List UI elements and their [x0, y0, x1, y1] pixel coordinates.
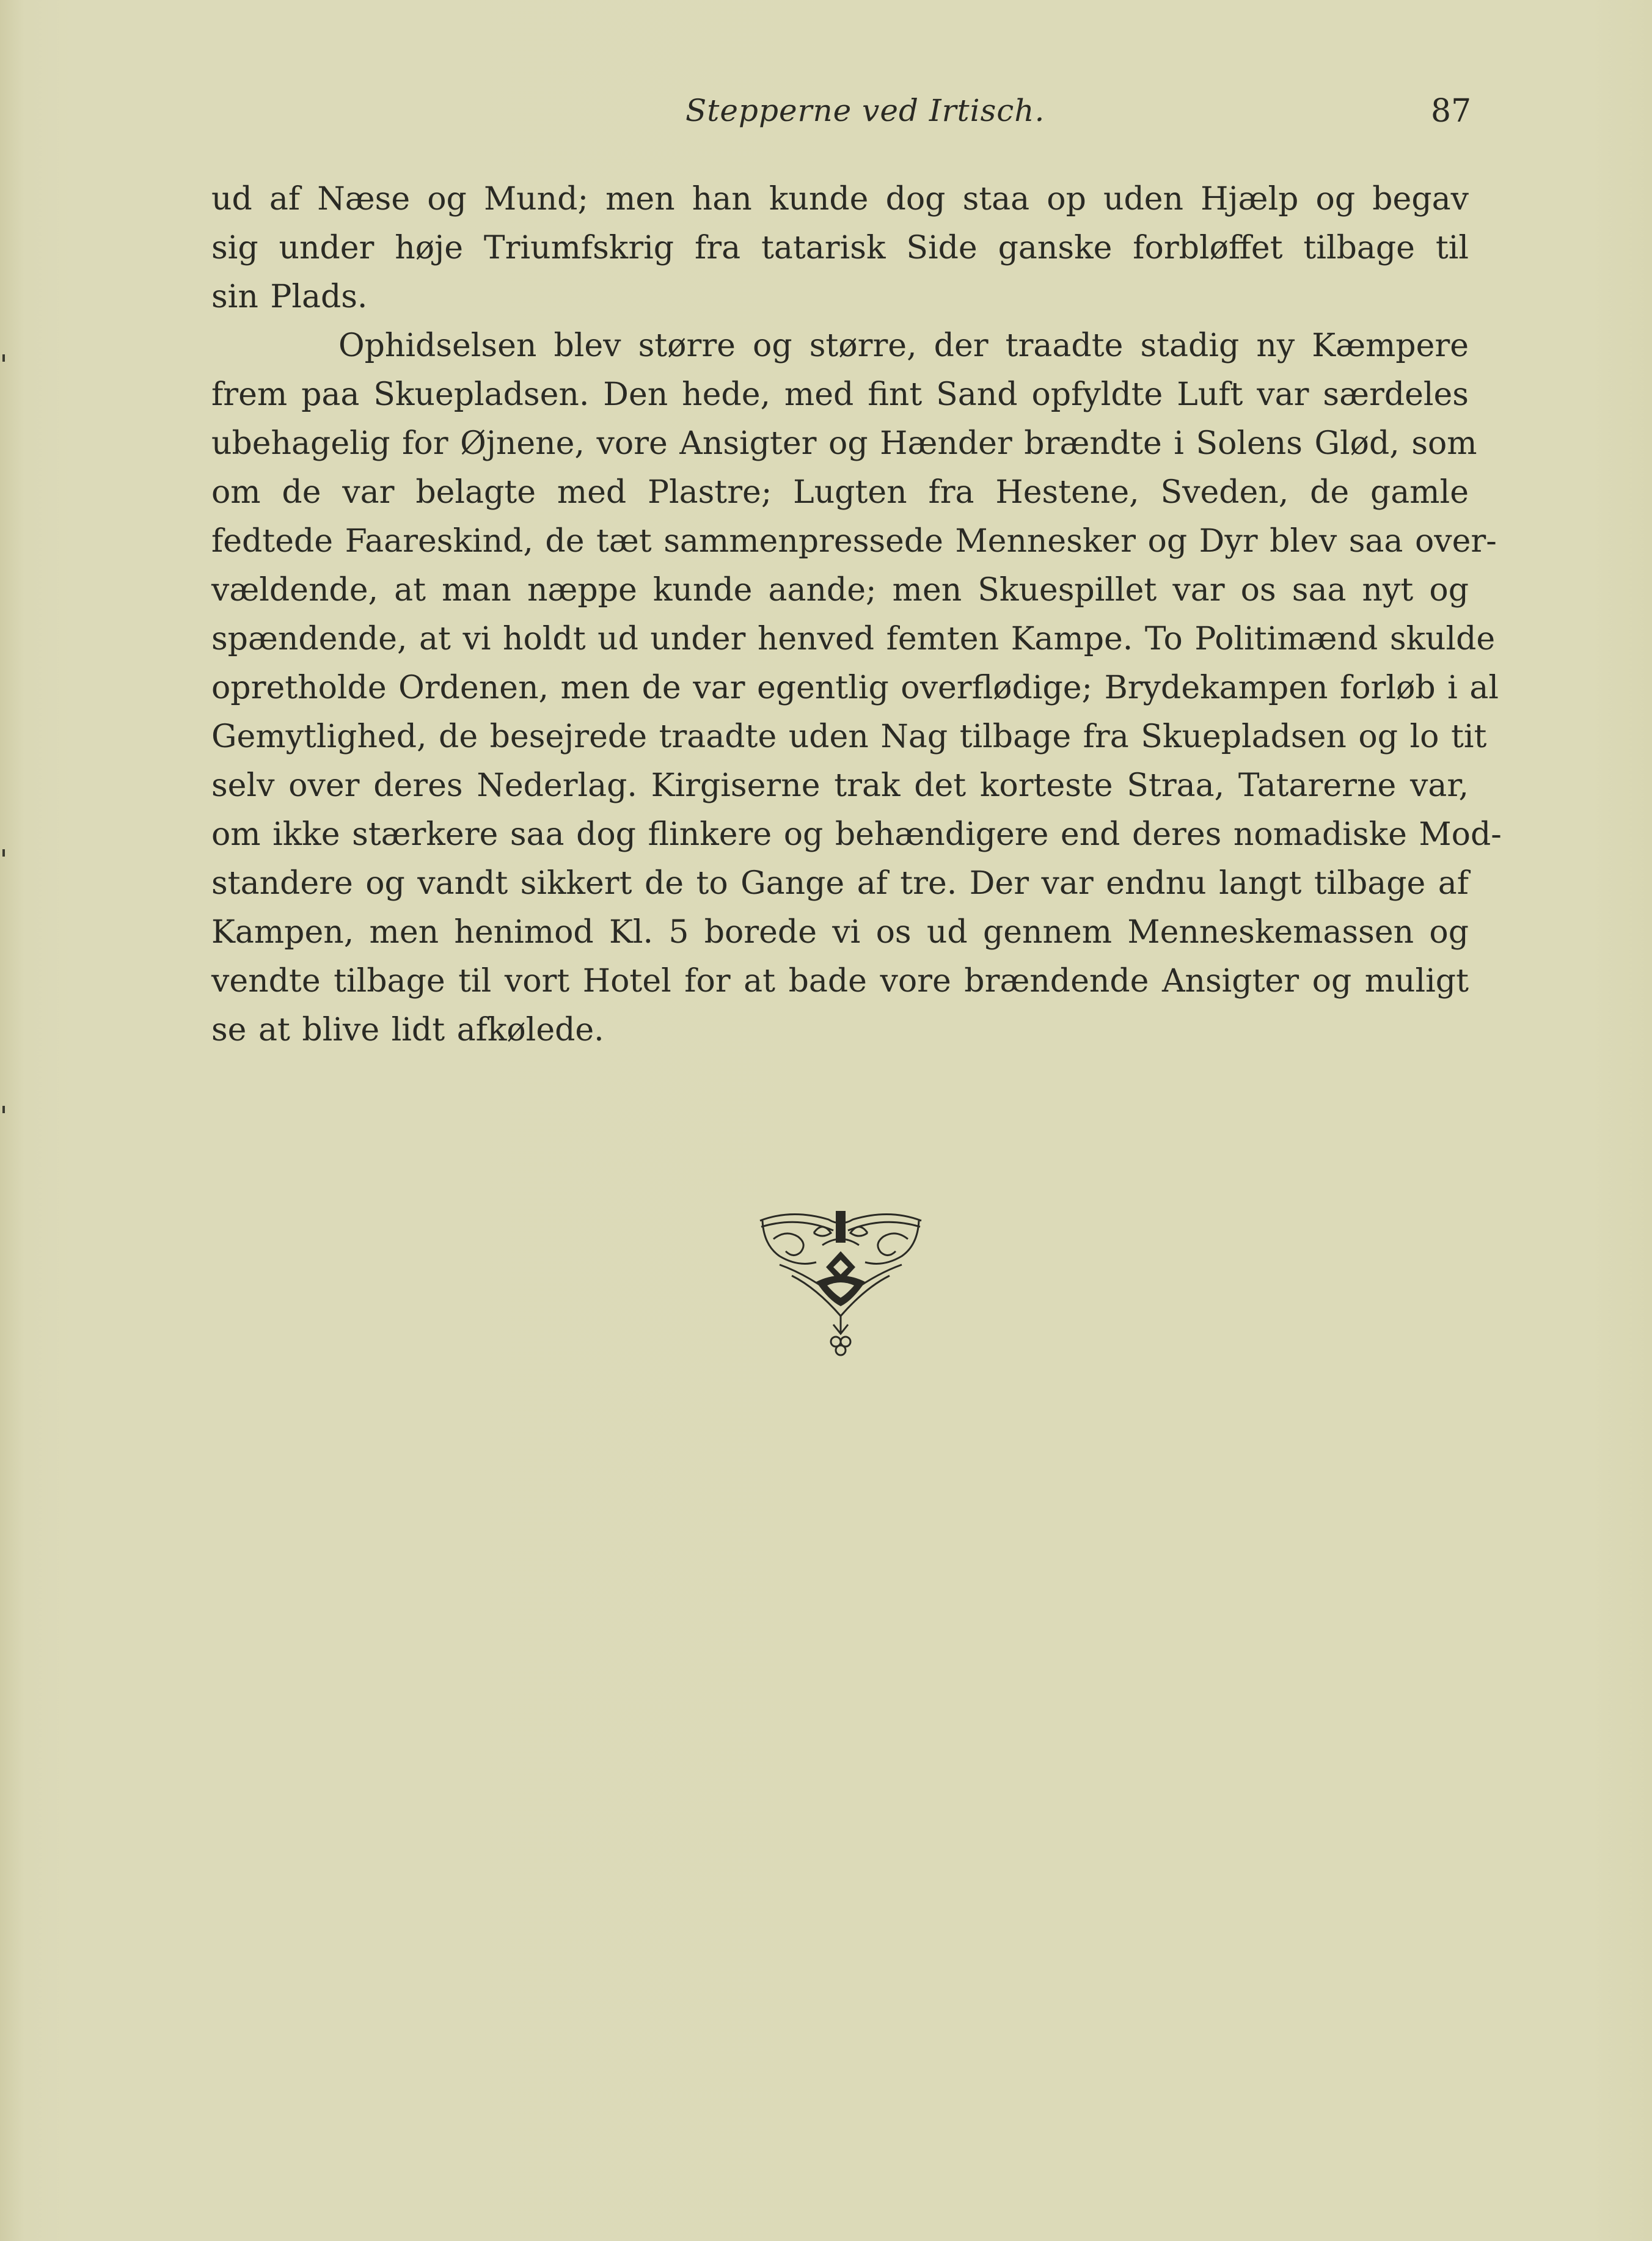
text-line: fedtede Faareskind, de tæt sammenpressede Mennesker og Dyr blev saa over- — [211, 523, 1497, 560]
text-line: spændende, at vi holdt ud under henved femten Kampe. To Politimænd skulde — [211, 621, 1496, 657]
text-line: ud af Næse og Mund; men han kunde dog staa op uden Hjælp og begav — [211, 181, 1469, 218]
text-line: sig under høje Triumfskrig fra tatarisk Side ganske forbløffet tilbage til — [211, 230, 1469, 266]
text-line: vældende, at man næppe kunde aande; men Skuespillet var os saa nyt og — [211, 572, 1469, 609]
text-line: vendte tilbage til vort Hotel for at bade vore brændende Ansigter og muligt — [211, 963, 1469, 1000]
page-edge-mark — [2, 354, 5, 362]
text-line: sin Plads. — [211, 279, 368, 315]
page-edge-mark — [2, 849, 5, 857]
text-line: se at blive lidt afkølede. — [211, 1012, 604, 1048]
text-line: standere og vandt sikkert de to Gange af tre. Der var endnu langt tilbage af — [211, 865, 1469, 902]
text-line: Gemytlighed, de besejrede traadte uden Nag tilbage fra Skuepladsen og lo tit — [211, 718, 1487, 755]
text-line: frem paa Skuepladsen. Den hede, med fint Sand opfyldte Luft var særdeles — [211, 376, 1469, 413]
running-title: Stepperne ved Irtisch. — [685, 93, 1045, 128]
running-head — [0, 93, 1652, 142]
text-line: Kampen, men henimod Kl. 5 borede vi os ud gennem Menneskemassen og — [211, 914, 1469, 951]
paragraph-first-line: Ophidselsen blev større og større, der traadte stadig ny Kæmpere — [338, 327, 1469, 364]
text-line: opretholde Ordenen, men de var egentlig overflødige; Brydekampen forløb i al — [211, 670, 1499, 706]
floral-tailpiece-icon — [755, 1208, 926, 1361]
page-number: 87 — [1431, 93, 1472, 130]
text-line: om de var belagte med Plastre; Lugten fra Hestene, Sveden, de gamle — [211, 474, 1469, 511]
text-line: om ikke stærkere saa dog flinkere og behændigere end deres nomadiske Mod- — [211, 816, 1502, 853]
text-line: selv over deres Nederlag. Kirgiserne trak det korteste Straa, Tatarerne var, — [211, 767, 1469, 804]
body-text — [211, 175, 1502, 1055]
text-line: ubehagelig for Øjnene, vore Ansigter og Hænder brændte i Solens Glød, som — [211, 425, 1477, 462]
page-edge-mark — [2, 1106, 5, 1113]
